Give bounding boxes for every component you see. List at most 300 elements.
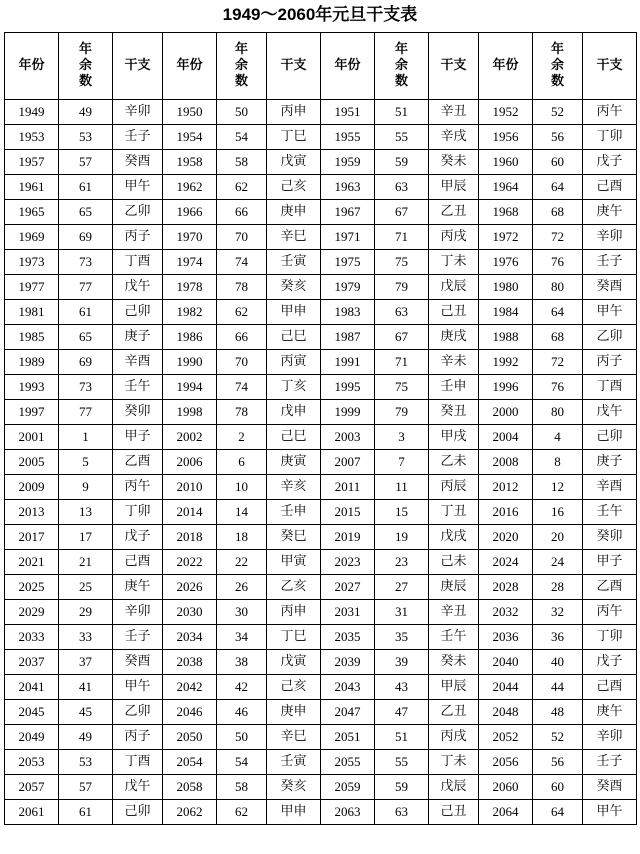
year-cell: 2016	[479, 500, 533, 525]
year-cell: 2009	[5, 475, 59, 500]
ganzhi-cell: 甲午	[113, 675, 163, 700]
year-cell: 2003	[321, 425, 375, 450]
header-remainder-char: 数	[78, 74, 92, 89]
remainder-cell: 70	[217, 225, 267, 250]
year-cell: 1982	[163, 300, 217, 325]
year-cell: 2024	[479, 550, 533, 575]
ganzhi-cell: 乙酉	[583, 575, 637, 600]
header-remainder-char: 数	[550, 74, 564, 89]
year-cell: 1979	[321, 275, 375, 300]
header-remainder-char: 余	[234, 58, 248, 73]
remainder-cell: 68	[533, 325, 583, 350]
remainder-cell: 58	[217, 150, 267, 175]
year-cell: 1957	[5, 150, 59, 175]
year-cell: 1980	[479, 275, 533, 300]
ganzhi-cell: 壬子	[583, 250, 637, 275]
year-cell: 2034	[163, 625, 217, 650]
ganzhi-cell: 辛卯	[113, 600, 163, 625]
year-cell: 2043	[321, 675, 375, 700]
year-cell: 1965	[5, 200, 59, 225]
ganzhi-cell: 壬寅	[267, 250, 321, 275]
ganzhi-cell: 癸丑	[429, 400, 479, 425]
table-row	[5, 500, 637, 525]
header-remainder-char: 余	[550, 58, 564, 73]
year-cell: 1992	[479, 350, 533, 375]
ganzhi-cell: 己亥	[267, 175, 321, 200]
ganzhi-cell: 戊辰	[429, 775, 479, 800]
ganzhi-cell: 甲寅	[267, 550, 321, 575]
year-cell: 1956	[479, 125, 533, 150]
year-cell: 1990	[163, 350, 217, 375]
header-year: 年份	[321, 33, 375, 100]
ganzhi-cell: 甲申	[267, 800, 321, 825]
remainder-cell: 54	[217, 750, 267, 775]
year-cell: 1954	[163, 125, 217, 150]
table-row	[5, 700, 637, 725]
remainder-cell: 47	[375, 700, 429, 725]
table-row	[5, 475, 637, 500]
remainder-cell: 52	[533, 100, 583, 125]
year-cell: 2023	[321, 550, 375, 575]
ganzhi-cell: 丙午	[583, 600, 637, 625]
remainder-cell: 7	[375, 450, 429, 475]
ganzhi-cell: 乙卯	[113, 200, 163, 225]
header-remainder-char: 余	[78, 58, 92, 73]
year-cell: 2017	[5, 525, 59, 550]
ganzhi-cell: 庚申	[267, 700, 321, 725]
ganzhi-cell: 丁酉	[113, 750, 163, 775]
remainder-cell: 77	[59, 400, 113, 425]
ganzhi-cell: 癸卯	[583, 525, 637, 550]
remainder-cell: 38	[217, 650, 267, 675]
remainder-cell: 56	[533, 125, 583, 150]
remainder-cell: 39	[375, 650, 429, 675]
year-cell: 1959	[321, 150, 375, 175]
table-row	[5, 175, 637, 200]
year-cell: 2059	[321, 775, 375, 800]
ganzhi-cell: 壬子	[583, 750, 637, 775]
ganzhi-cell: 丙午	[583, 100, 637, 125]
ganzhi-cell: 辛卯	[583, 725, 637, 750]
year-cell: 1983	[321, 300, 375, 325]
header-ganzhi: 干支	[113, 33, 163, 100]
header-remainder-char: 年	[234, 42, 248, 57]
remainder-cell: 43	[375, 675, 429, 700]
remainder-cell: 62	[217, 800, 267, 825]
ganzhi-cell: 丙午	[113, 475, 163, 500]
ganzhi-cell: 戊申	[267, 400, 321, 425]
year-cell: 1964	[479, 175, 533, 200]
ganzhi-cell: 甲辰	[429, 175, 479, 200]
year-cell: 1970	[163, 225, 217, 250]
ganzhi-cell: 壬寅	[267, 750, 321, 775]
year-cell: 1987	[321, 325, 375, 350]
ganzhi-cell: 辛酉	[113, 350, 163, 375]
remainder-cell: 68	[533, 200, 583, 225]
header-year: 年份	[479, 33, 533, 100]
remainder-cell: 73	[59, 375, 113, 400]
remainder-cell: 4	[533, 425, 583, 450]
remainder-cell: 64	[533, 300, 583, 325]
year-cell: 1958	[163, 150, 217, 175]
table-row	[5, 150, 637, 175]
year-cell: 2026	[163, 575, 217, 600]
ganzhi-cell: 己丑	[429, 800, 479, 825]
year-cell: 2054	[163, 750, 217, 775]
ganzhi-cell: 乙丑	[429, 200, 479, 225]
table-row	[5, 400, 637, 425]
ganzhi-cell: 乙丑	[429, 700, 479, 725]
remainder-cell: 79	[375, 400, 429, 425]
year-cell: 1995	[321, 375, 375, 400]
ganzhi-cell: 戊辰	[429, 275, 479, 300]
year-cell: 2047	[321, 700, 375, 725]
remainder-cell: 76	[533, 250, 583, 275]
year-cell: 1968	[479, 200, 533, 225]
year-cell: 2063	[321, 800, 375, 825]
ganzhi-cell: 己亥	[267, 675, 321, 700]
header-remainder	[375, 33, 429, 100]
year-cell: 1984	[479, 300, 533, 325]
table-row	[5, 300, 637, 325]
ganzhi-cell: 乙酉	[113, 450, 163, 475]
year-cell: 1960	[479, 150, 533, 175]
remainder-cell: 78	[217, 400, 267, 425]
remainder-cell: 29	[59, 600, 113, 625]
year-cell: 1962	[163, 175, 217, 200]
remainder-cell: 21	[59, 550, 113, 575]
remainder-cell: 13	[59, 500, 113, 525]
header-ganzhi: 干支	[429, 33, 479, 100]
ganzhi-cell: 壬午	[113, 375, 163, 400]
ganzhi-cell: 丁巳	[267, 625, 321, 650]
header-ganzhi: 干支	[267, 33, 321, 100]
table-row	[5, 125, 637, 150]
ganzhi-cell: 丁卯	[583, 625, 637, 650]
ganzhi-cell: 丙戌	[429, 225, 479, 250]
ganzhi-cell: 丁未	[429, 250, 479, 275]
year-cell: 2030	[163, 600, 217, 625]
year-cell: 1969	[5, 225, 59, 250]
year-cell: 2033	[5, 625, 59, 650]
year-cell: 2021	[5, 550, 59, 575]
table-row	[5, 225, 637, 250]
year-cell: 2032	[479, 600, 533, 625]
table-row	[5, 275, 637, 300]
year-cell: 2001	[5, 425, 59, 450]
ganzhi-cell: 丙子	[583, 350, 637, 375]
ganzhi-cell: 癸亥	[267, 775, 321, 800]
ganzhi-cell: 丁未	[429, 750, 479, 775]
year-cell: 1953	[5, 125, 59, 150]
remainder-cell: 51	[375, 100, 429, 125]
remainder-cell: 69	[59, 225, 113, 250]
year-cell: 1955	[321, 125, 375, 150]
ganzhi-cell: 己巳	[267, 425, 321, 450]
ganzhi-cell: 己酉	[583, 675, 637, 700]
year-cell: 1966	[163, 200, 217, 225]
ganzhi-cell: 戊子	[583, 650, 637, 675]
remainder-cell: 36	[533, 625, 583, 650]
year-cell: 2036	[479, 625, 533, 650]
ganzhi-cell: 壬午	[583, 500, 637, 525]
remainder-cell: 80	[533, 275, 583, 300]
table-row	[5, 200, 637, 225]
ganzhi-cell: 丙寅	[267, 350, 321, 375]
year-cell: 1991	[321, 350, 375, 375]
remainder-cell: 3	[375, 425, 429, 450]
ganzhi-cell: 乙亥	[267, 575, 321, 600]
ganzhi-cell: 戊子	[113, 525, 163, 550]
remainder-cell: 63	[375, 300, 429, 325]
year-cell: 1999	[321, 400, 375, 425]
ganzhi-cell: 甲子	[583, 550, 637, 575]
remainder-cell: 75	[375, 250, 429, 275]
year-cell: 1986	[163, 325, 217, 350]
year-cell: 1985	[5, 325, 59, 350]
year-cell: 2006	[163, 450, 217, 475]
remainder-cell: 27	[375, 575, 429, 600]
year-cell: 1981	[5, 300, 59, 325]
remainder-cell: 52	[533, 725, 583, 750]
ganzhi-cell: 甲子	[113, 425, 163, 450]
year-cell: 1989	[5, 350, 59, 375]
ganzhi-cell: 丙子	[113, 225, 163, 250]
year-cell: 2028	[479, 575, 533, 600]
remainder-cell: 76	[533, 375, 583, 400]
ganzhi-cell: 丁酉	[583, 375, 637, 400]
ganzhi-cell: 丙申	[267, 600, 321, 625]
remainder-cell: 59	[375, 775, 429, 800]
ganzhi-cell: 乙卯	[113, 700, 163, 725]
ganzhi-cell: 庚子	[113, 325, 163, 350]
header-remainder-char: 年	[394, 42, 408, 57]
table-row	[5, 650, 637, 675]
header-ganzhi: 干支	[583, 33, 637, 100]
ganzhi-cell: 己酉	[113, 550, 163, 575]
table-row	[5, 725, 637, 750]
header-remainder	[217, 33, 267, 100]
remainder-cell: 2	[217, 425, 267, 450]
remainder-cell: 35	[375, 625, 429, 650]
ganzhi-cell: 甲午	[583, 800, 637, 825]
table-row	[5, 450, 637, 475]
ganzhi-cell: 癸卯	[113, 400, 163, 425]
remainder-cell: 71	[375, 225, 429, 250]
year-cell: 1949	[5, 100, 59, 125]
ganzhi-cell: 癸巳	[267, 525, 321, 550]
remainder-cell: 24	[533, 550, 583, 575]
ganzhi-cell: 丁卯	[113, 500, 163, 525]
year-cell: 2049	[5, 725, 59, 750]
remainder-cell: 22	[217, 550, 267, 575]
year-cell: 2050	[163, 725, 217, 750]
remainder-cell: 57	[59, 775, 113, 800]
remainder-cell: 67	[375, 325, 429, 350]
remainder-cell: 61	[59, 800, 113, 825]
year-cell: 2040	[479, 650, 533, 675]
ganzhi-cell: 丙申	[267, 100, 321, 125]
year-cell: 2035	[321, 625, 375, 650]
year-cell: 2055	[321, 750, 375, 775]
ganzhi-cell: 庚午	[583, 700, 637, 725]
remainder-cell: 1	[59, 425, 113, 450]
ganzhi-cell: 乙卯	[583, 325, 637, 350]
remainder-cell: 17	[59, 525, 113, 550]
remainder-cell: 48	[533, 700, 583, 725]
year-cell: 2044	[479, 675, 533, 700]
remainder-cell: 19	[375, 525, 429, 550]
remainder-cell: 10	[217, 475, 267, 500]
ganzhi-cell: 辛戌	[429, 125, 479, 150]
year-cell: 1994	[163, 375, 217, 400]
remainder-cell: 55	[375, 750, 429, 775]
remainder-cell: 55	[375, 125, 429, 150]
year-cell: 1988	[479, 325, 533, 350]
ganzhi-cell: 丙辰	[429, 475, 479, 500]
ganzhi-cell: 己卯	[583, 425, 637, 450]
header-remainder-char: 数	[234, 74, 248, 89]
year-cell: 2004	[479, 425, 533, 450]
remainder-cell: 49	[59, 100, 113, 125]
ganzhi-cell: 戊子	[583, 150, 637, 175]
ganzhi-cell: 癸酉	[113, 150, 163, 175]
table-row	[5, 425, 637, 450]
year-cell: 2062	[163, 800, 217, 825]
year-cell: 1963	[321, 175, 375, 200]
remainder-cell: 16	[533, 500, 583, 525]
year-cell: 2029	[5, 600, 59, 625]
year-cell: 2014	[163, 500, 217, 525]
year-cell: 2042	[163, 675, 217, 700]
table-row	[5, 575, 637, 600]
remainder-cell: 31	[375, 600, 429, 625]
table-row	[5, 625, 637, 650]
year-cell: 1978	[163, 275, 217, 300]
year-cell: 2022	[163, 550, 217, 575]
ganzhi-cell: 癸酉	[583, 775, 637, 800]
year-cell: 2038	[163, 650, 217, 675]
year-cell: 1993	[5, 375, 59, 400]
remainder-cell: 71	[375, 350, 429, 375]
year-cell: 2005	[5, 450, 59, 475]
ganzhi-cell: 庚戌	[429, 325, 479, 350]
ganzhi-cell: 己卯	[113, 800, 163, 825]
remainder-cell: 33	[59, 625, 113, 650]
remainder-cell: 5	[59, 450, 113, 475]
remainder-cell: 59	[375, 150, 429, 175]
year-cell: 2031	[321, 600, 375, 625]
ganzhi-cell: 戊午	[113, 275, 163, 300]
remainder-cell: 30	[217, 600, 267, 625]
remainder-cell: 66	[217, 200, 267, 225]
year-cell: 2061	[5, 800, 59, 825]
remainder-cell: 14	[217, 500, 267, 525]
table-row	[5, 525, 637, 550]
remainder-cell: 44	[533, 675, 583, 700]
remainder-cell: 62	[217, 300, 267, 325]
ganzhi-cell: 庚寅	[267, 450, 321, 475]
remainder-cell: 42	[217, 675, 267, 700]
remainder-cell: 80	[533, 400, 583, 425]
year-cell: 1975	[321, 250, 375, 275]
remainder-cell: 57	[59, 150, 113, 175]
year-cell: 1998	[163, 400, 217, 425]
ganzhi-cell: 甲午	[583, 300, 637, 325]
header-remainder-char: 数	[394, 74, 408, 89]
ganzhi-cell: 甲申	[267, 300, 321, 325]
remainder-cell: 63	[375, 800, 429, 825]
ganzhi-cell: 丁酉	[113, 250, 163, 275]
remainder-cell: 54	[217, 125, 267, 150]
page-title: 1949～2060年元旦干支表	[222, 5, 418, 24]
header-remainder	[59, 33, 113, 100]
year-cell: 2011	[321, 475, 375, 500]
remainder-cell: 63	[375, 175, 429, 200]
ganzhi-cell: 丁丑	[429, 500, 479, 525]
table-row	[5, 550, 637, 575]
header-remainder-char: 年	[78, 42, 92, 57]
year-cell: 2018	[163, 525, 217, 550]
ganzhi-cell: 庚午	[113, 575, 163, 600]
remainder-cell: 23	[375, 550, 429, 575]
remainder-cell: 72	[533, 225, 583, 250]
ganzhi-cell: 壬申	[267, 500, 321, 525]
ganzhi-cell: 甲午	[113, 175, 163, 200]
remainder-cell: 66	[217, 325, 267, 350]
year-cell: 2048	[479, 700, 533, 725]
ganzhi-cell: 己酉	[583, 175, 637, 200]
remainder-cell: 45	[59, 700, 113, 725]
table-body	[5, 100, 637, 825]
remainder-cell: 65	[59, 200, 113, 225]
year-cell: 1974	[163, 250, 217, 275]
ganzhi-cell: 庚申	[267, 200, 321, 225]
remainder-cell: 41	[59, 675, 113, 700]
remainder-cell: 65	[59, 325, 113, 350]
ganzhi-cell: 辛卯	[583, 225, 637, 250]
ganzhi-cell: 癸未	[429, 150, 479, 175]
year-cell: 2052	[479, 725, 533, 750]
remainder-cell: 67	[375, 200, 429, 225]
year-cell: 2025	[5, 575, 59, 600]
ganzhi-cell: 辛巳	[267, 725, 321, 750]
year-cell: 1997	[5, 400, 59, 425]
remainder-cell: 73	[59, 250, 113, 275]
remainder-cell: 58	[217, 775, 267, 800]
year-cell: 2037	[5, 650, 59, 675]
remainder-cell: 37	[59, 650, 113, 675]
remainder-cell: 79	[375, 275, 429, 300]
year-cell: 2007	[321, 450, 375, 475]
table-row	[5, 250, 637, 275]
remainder-cell: 60	[533, 775, 583, 800]
year-cell: 2000	[479, 400, 533, 425]
year-cell: 2051	[321, 725, 375, 750]
remainder-cell: 62	[217, 175, 267, 200]
table-row	[5, 350, 637, 375]
remainder-cell: 8	[533, 450, 583, 475]
ganzhi-cell: 辛未	[429, 350, 479, 375]
year-cell: 2053	[5, 750, 59, 775]
remainder-cell: 60	[533, 150, 583, 175]
ganzhi-cell: 丁亥	[267, 375, 321, 400]
ganzhi-cell: 戊戌	[429, 525, 479, 550]
remainder-cell: 74	[217, 375, 267, 400]
remainder-cell: 77	[59, 275, 113, 300]
header-remainder-char: 年	[550, 42, 564, 57]
year-cell: 2015	[321, 500, 375, 525]
